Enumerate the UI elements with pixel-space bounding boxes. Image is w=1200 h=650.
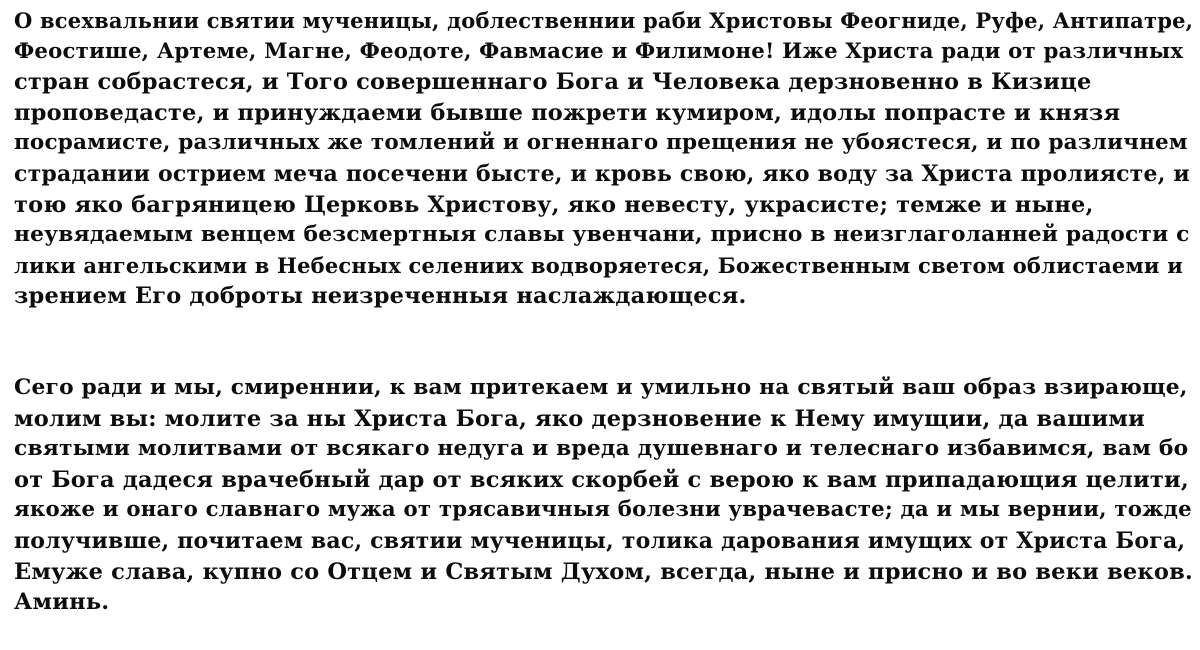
text-line: Сего ради и мы, смиреннии, к вам притекаем и умильно на святый ваш образ взирающе,	[14, 375, 1188, 400]
text-line: Емуже слава, купно со Отцем и Святым Духом, всегда, ныне и присно и во веки веков.	[14, 558, 1193, 585]
text-line: Аминь.	[14, 589, 110, 616]
text-line: тою яко багряницею Церковь Христову, яко невесту, украсисте; темже и ныне,	[14, 191, 1094, 218]
text-line: получивше, почитаем вас, святии мученицы, толика дарования имущих от Христа Бога,	[14, 527, 1186, 554]
text-line: страдании острием меча посечени бысте, и кровь свою, яко воду за Христа пролиясте, и	[14, 160, 1190, 187]
text-line: святыми молитвами от всякаго недуга и вреда душевнаго и телеснаго избавимся, вам бо	[14, 436, 1189, 462]
text-line: зрением Его доброты неизреченныя наслаждающеся.	[14, 283, 747, 310]
text-line: О всехвальнии святии мученицы, доблественнии раби Христовы Феогниде, Руфе, Антипатре,	[14, 8, 1194, 33]
text-line: проповедасте, и принуждаеми бывше пожрети кумиром, идолы попрасте и князя	[14, 99, 1121, 126]
text-line: якоже и онаго славнаго мужа от трясавичныя болезни уврачевасте; да и мы вернии, тожде	[14, 497, 1192, 523]
text-line: лики ангельскими в Небесных селениих водворяетеся, Божественным светом облистаеми и	[14, 252, 1183, 278]
text-line: стран собрастеся, и Того совершеннаго Бога и Человека дерзновенно в Кизице	[14, 69, 1092, 96]
text-line: молим вы: молите за ны Христа Бога, яко дерзновение к Нему имущии, да вашими	[14, 405, 1146, 432]
text-line: посрамисте, различных же томлений и огненнаго прещения не убоястеся, и по различнем	[14, 130, 1188, 156]
text-line: от Бога дадеся врачебный дар от всяких скорбей с верою к вам припадающия целити,	[14, 466, 1189, 493]
prayer-paragraph-2	[14, 373, 1194, 618]
text-line: Феостише, Артеме, Магне, Феодоте, Фавмасие и Филимоне! Иже Христа ради от различных	[14, 38, 1184, 64]
text-line: неувядаемым венцем безсмертныя славы увенчани, присно в неизглаголанней радости с	[14, 222, 1190, 248]
prayer-paragraph-1	[14, 6, 1194, 312]
